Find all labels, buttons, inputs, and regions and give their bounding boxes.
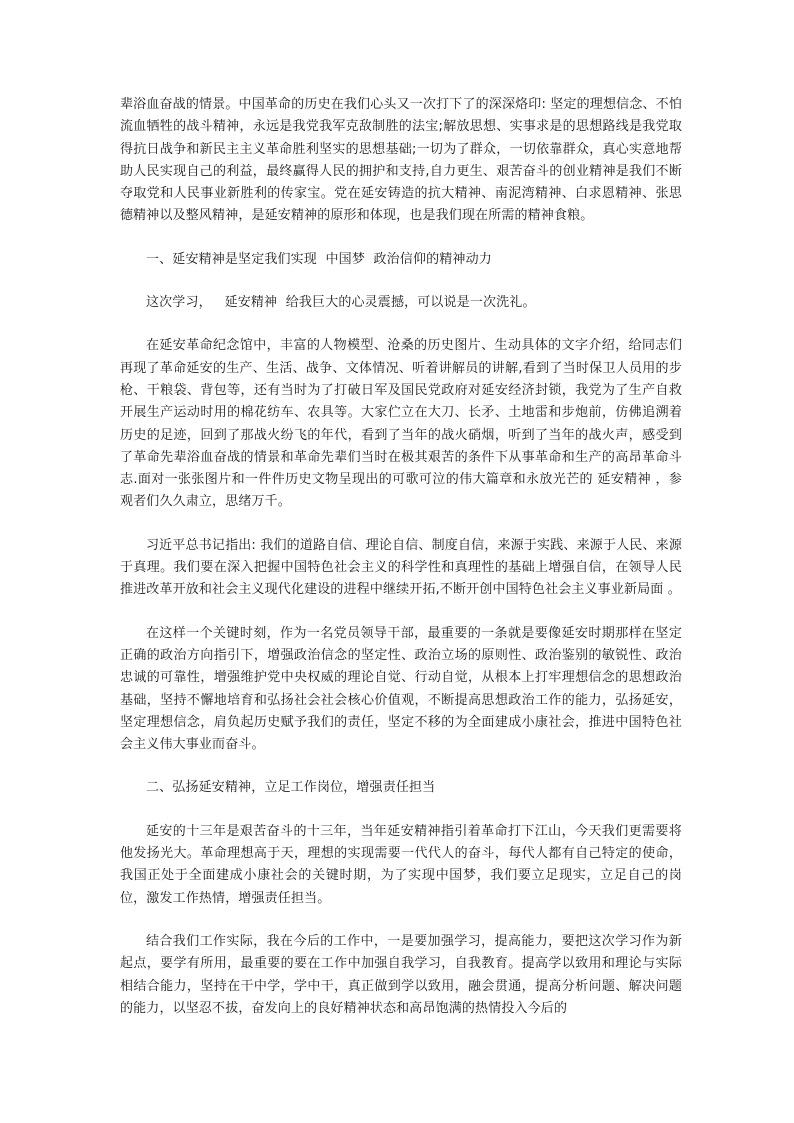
paragraph-xi-quote: 习近平总书记指出: 我们的道路自信、理论自信、制度自信，来源于实践、来源于人民、来源于真理。我们要在深入把握中国特色社会主义的科学性和真理性的基础上增强自信，在领导人民推进改革开放和社会主义现代化建设的进程中继续开拓,不断开创中国特色社会主义事业新局面 。 bbox=[120, 537, 682, 598]
section-heading-2: 二、弘扬延安精神，立足工作岗位，增强责任担当 bbox=[146, 780, 436, 796]
document-body bbox=[120, 94, 682, 1041]
paragraph-study: 这次学习， 延安精神 给我巨大的心灵震撼，可以说是一次洗礼。 bbox=[146, 295, 536, 311]
section-heading-1: 一、延安精神是坚定我们实现 中国梦 政治信仰的精神动力 bbox=[146, 251, 492, 267]
paragraph-thirteen-years: 延安的十三年是艰苦奋斗的十三年，当年延安精神指引着革命打下江山，今天我们更需要将他发扬光大。革命理想高于天，理想的实现需要一代代人的奋斗，每代人都有自己特定的使命，我国正处于全面建成小康社会的关键时期，为了实现中国梦，我们要立足现实，立足自己的岗位，激发工作热情，增强责任担当。 bbox=[120, 823, 682, 906]
paragraph-memorial-hall: 在延安革命纪念馆中，丰富的人物模型、沧桑的历史图片、生动具体的文字介绍，给同志们再现了革命延安的生产、生活、战争、文体情况、听着讲解员的讲解,看到了当时保卫人员用的步枪、干粮袋、背包等，还有当时为了打破日军及国民党政府对延安经济封锁，我党为了生产自救开展生产运动时用的棉花纺车、农具等。大家伫立在大刀、长矛、土地雷和步炮前，仿佛追溯着历史的足迹，回到了那战火纷飞的年代，看到了当年的战火硝烟，听到了当年的战火声，感受到了革命先辈浴血奋战的情景和革命先辈们当时在极其艰苦的条件下从事革命和生产的高昂革命斗志.面对一张张图片和一件件历史文物呈现出的可歌可泣的伟大篇章和永放光芒的 延安精神 ，参观者们久久肃立，思绪万千。 bbox=[120, 338, 682, 510]
paragraph-key-moment: 在这样一个关键时刻，作为一名党员领导干部，最重要的一条就是要像延安时期那样在坚定正确的政治方向指引下，增强政治信念的坚定性、政治立场的原则性、政治鉴别的敏锐性、政治忠诚的可靠性，增强维护党中央权威的理论自觉、行动自觉，从根本上打牢理想信念的思想政治基础，坚持不懈地培育和弘扬社会社会核心价值观，不断提高思想政治工作的能力，弘扬延安，坚定理想信念，肩负起历史赋予我们的责任，坚定不移的为全面建成小康社会，推进中国特色社会主义伟大事业而奋斗。 bbox=[120, 625, 682, 753]
paragraph-work-practice: 结合我们工作实际，我在今后的工作中，一是要加强学习，提高能力，要把这次学习作为新起点，要学有所用，最重要的要在工作中加强自我学习，自我教育。提高学以致用和理论与实际相结合能力，坚持在干中学，学中干，真正做到学以致用，融会贯通，提高分析问题、解决问题的能力，以坚忍不拔，奋发向上的良好精神状态和高昂饱满的热情投入今后的 bbox=[120, 933, 682, 1016]
paragraph-continuation: 辈浴血奋战的情景。中国革命的历史在我们心头又一次打下了的深深烙印: 坚定的理想信念、不怕流血牺牲的战斗精神，永远是我党我军克敌制胜的法宝;解放思想、实事求是的思想路线是我党取得抗日战争和新民主主义革命胜利坚实的思想基础;一切为了群众，一切依靠群众，真心实意地帮助人民实现自己的利益，最终赢得人民的拥护和支持,自力更生、艰苦奋斗的创业精神是我们不断夺取党和人民事业新胜利的传家宝。党在延安铸造的抗大精神、南泥湾精神、白求恩精神、张思德精神以及整风精神，是延安精神的原形和体现，也是我们现在所需的精神食粮。 bbox=[120, 97, 682, 224]
